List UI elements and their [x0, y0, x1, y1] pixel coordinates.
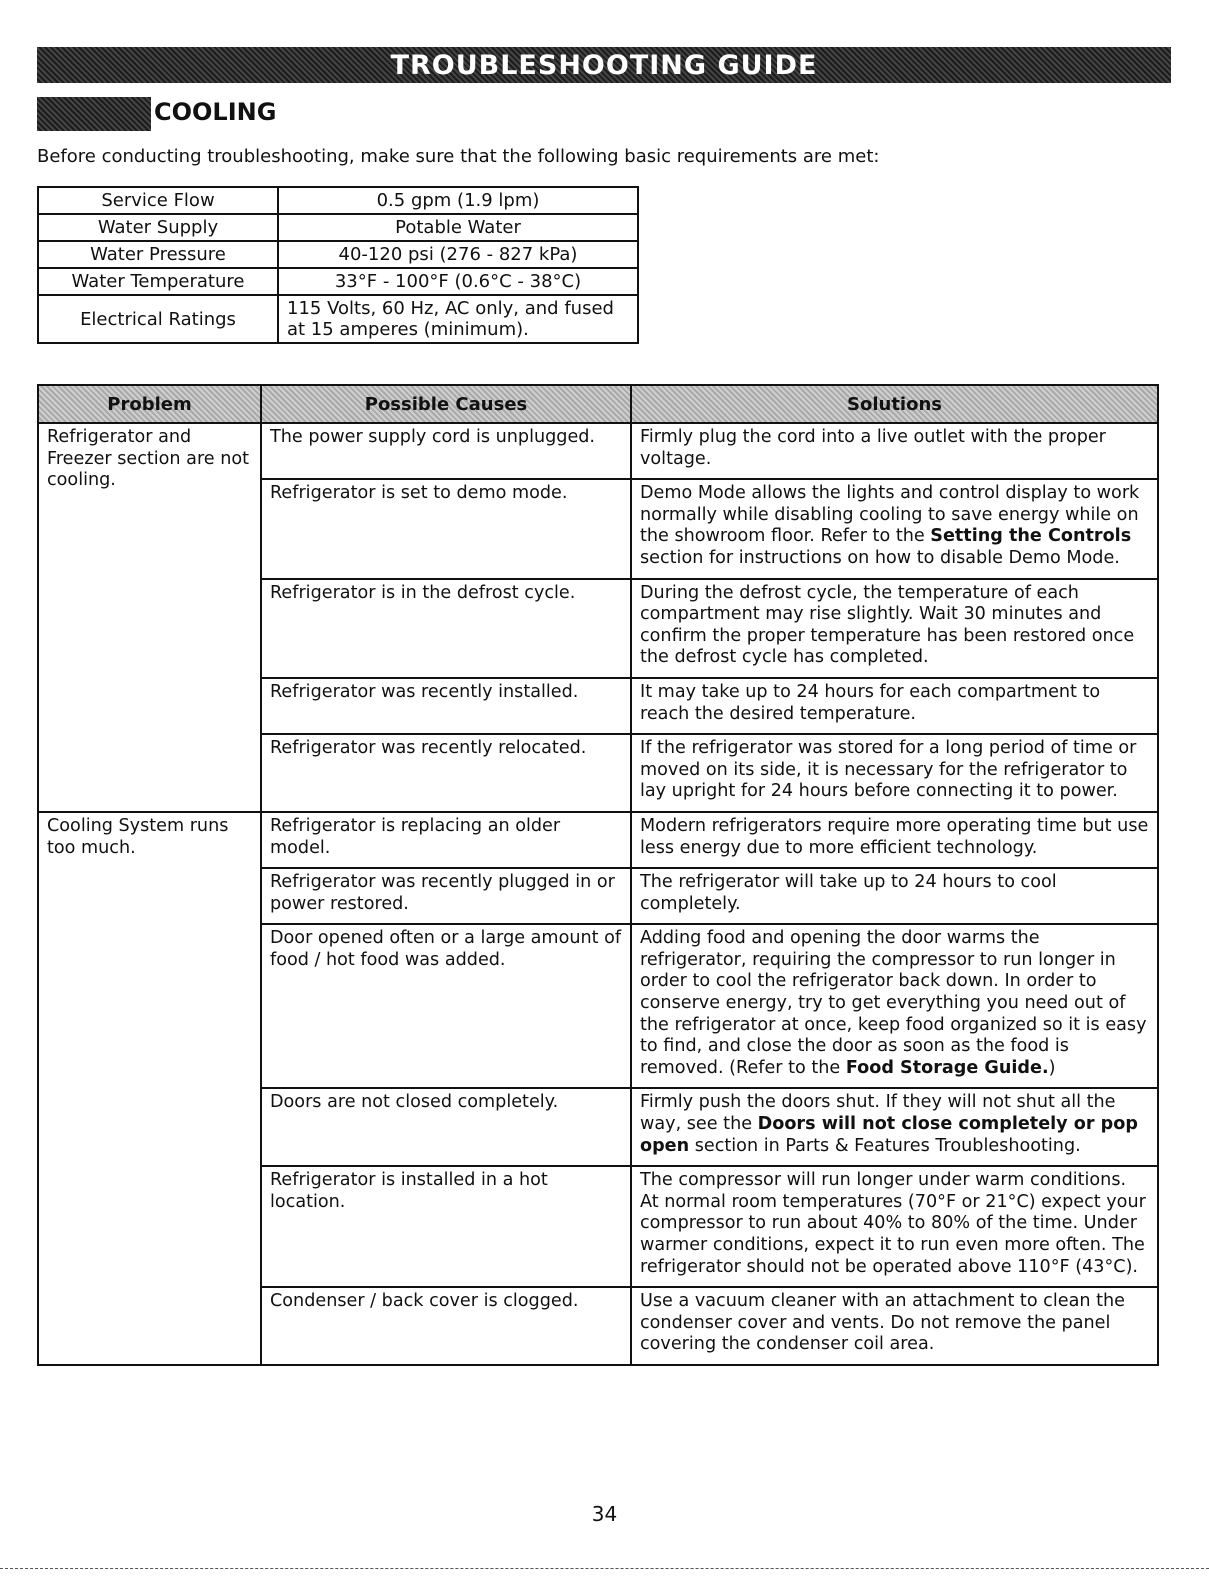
cause-cell: Doors are not closed completely. [261, 1088, 631, 1166]
solution-text: ) [1048, 1057, 1056, 1078]
problem-cell: Refrigerator and Freezer section are not cooling. [38, 423, 261, 812]
solution-text: Firmly plug the cord into a live outlet with the proper voltage. [640, 427, 1106, 469]
requirement-value: 0.5 gpm (1.9 lpm) [278, 187, 638, 214]
solution-text: section for instructions on how to disable Demo Mode. [640, 547, 1120, 568]
requirement-label: Electrical Ratings [38, 295, 278, 343]
solution-cell [631, 678, 1158, 734]
cause-cell: The power supply cord is unplugged. [261, 423, 631, 479]
requirements-table [37, 186, 639, 344]
header-possible-causes: Possible Causes [261, 385, 631, 423]
solution-cell [631, 1166, 1158, 1287]
solution-text: The refrigerator will take up to 24 hours to cool completely. [640, 872, 1057, 914]
table-row [38, 241, 638, 268]
solution-cell [631, 868, 1158, 924]
solution-cell [631, 579, 1158, 678]
solution-text: The compressor will run longer under warm conditions. At normal room temperatures (70°F or 21°C) expect your compressor to run about 40% to 80% of the time. Under warmer conditions, expect it to run even more often. The refrigerator should not be operated above 110°F (43°C). [640, 1170, 1146, 1277]
troubleshooting-table [37, 384, 1159, 1366]
requirement-label: Water Pressure [38, 241, 278, 268]
solution-reference: Doors will not close completely or pop open [640, 1114, 1138, 1156]
table-row [38, 812, 1158, 868]
requirement-value: Potable Water [278, 214, 638, 241]
solution-text: If the refrigerator was stored for a long period of time or moved on its side, it is necessary for the refrigerator to lay upright for 24 hours before connecting it to power. [640, 738, 1137, 802]
solution-text: section in Parts & Features Troubleshooting. [689, 1135, 1081, 1156]
solution-cell [631, 924, 1158, 1088]
solution-cell [631, 734, 1158, 812]
section-marker [37, 97, 151, 131]
page-banner [37, 47, 1171, 83]
table-row [38, 295, 638, 343]
solution-text: Firmly push the doors shut. If they will not shut all the way, see the [640, 1092, 1116, 1135]
troubleshooting-body [38, 423, 1158, 1365]
solution-reference: Food Storage Guide. [845, 1057, 1049, 1078]
solution-text: Demo Mode allows the lights and control display to work normally while disabling cooling to save energy while on the showroom floor. Refer to the [640, 483, 1140, 547]
requirement-label: Water Temperature [38, 268, 278, 295]
requirement-label: Service Flow [38, 187, 278, 214]
bottom-divider [0, 1568, 1209, 1569]
requirement-value: 115 Volts, 60 Hz, AC only, and fused at 15 amperes (minimum). [278, 295, 638, 343]
table-header-row [38, 385, 1158, 423]
solution-text: During the defrost cycle, the temperature of each compartment may rise slightly. Wait 30 minutes and confirm the proper temperature has been restored once the defrost cycle has completed. [640, 582, 1135, 668]
header-problem: Problem [38, 385, 261, 423]
solution-text: Adding food and opening the door warms the refrigerator, requiring the compressor to run longer in order to cool the refrigerator back down. In order to conserve energy, try to get everything you need out of the refrigerator at once, keep food organized so it is easy to find, and close the door as soon as the food is removed. (Refer to the [640, 928, 1147, 1078]
solution-cell [631, 423, 1158, 479]
solution-text: It may take up to 24 hours for each compartment to reach the desired temperature. [640, 681, 1101, 724]
header-solutions: Solutions [631, 385, 1158, 423]
cause-cell: Refrigerator is in the defrost cycle. [261, 579, 631, 678]
requirement-value: 40-120 psi (276 - 827 kPa) [278, 241, 638, 268]
cause-cell: Refrigerator was recently installed. [261, 678, 631, 734]
cause-cell: Door opened often or a large amount of food / hot food was added. [261, 924, 631, 1088]
table-row [38, 214, 638, 241]
solution-cell [631, 1088, 1158, 1166]
cause-cell: Refrigerator is replacing an older model. [261, 812, 631, 868]
solution-cell [631, 1287, 1158, 1365]
problem-cell: Cooling System runs too much. [38, 812, 261, 1365]
banner-title: TROUBLESHOOTING GUIDE [390, 49, 818, 81]
cause-cell: Refrigerator is set to demo mode. [261, 479, 631, 578]
requirement-value: 33°F - 100°F (0.6°C - 38°C) [278, 268, 638, 295]
table-row [38, 187, 638, 214]
page-number: 34 [591, 1502, 618, 1526]
solution-text: Modern refrigerators require more operating time but use less energy due to more efficient technology. [640, 815, 1149, 858]
cause-cell: Condenser / back cover is clogged. [261, 1287, 631, 1365]
section-title: COOLING [154, 98, 277, 126]
solution-cell [631, 812, 1158, 868]
solution-reference: Setting the Controls [930, 526, 1132, 547]
cause-cell: Refrigerator is installed in a hot location. [261, 1166, 631, 1287]
cause-cell: Refrigerator was recently plugged in or power restored. [261, 868, 631, 924]
cause-cell: Refrigerator was recently relocated. [261, 734, 631, 812]
requirement-label: Water Supply [38, 214, 278, 241]
solution-text: Use a vacuum cleaner with an attachment to clean the condenser cover and vents. Do not remove the panel covering the condenser coil area. [640, 1291, 1125, 1355]
intro-text: Before conducting troubleshooting, make sure that the following basic requirements are met: [37, 146, 880, 167]
table-row [38, 268, 638, 295]
table-row [38, 423, 1158, 479]
solution-cell [631, 479, 1158, 578]
